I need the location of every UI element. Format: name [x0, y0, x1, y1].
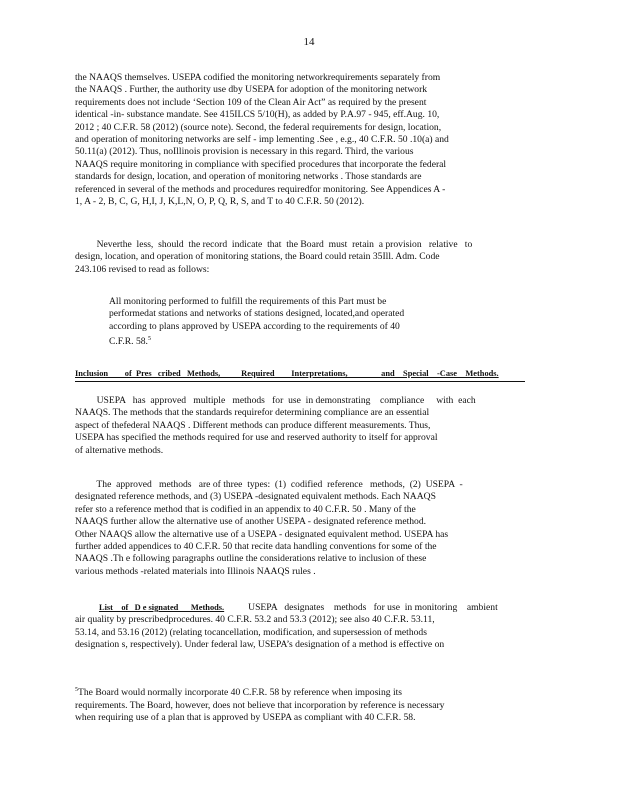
- quote-text: C.F.R. 58.: [109, 336, 148, 348]
- text-line: the NAAQS themselves. USEPA codified the monitoring networkrequirements separately from: [75, 72, 441, 83]
- text-line: and operation of monitoring networks are self - imp lementing .See , e.g., 40 C.F.R. 50 .10(a) and: [75, 134, 449, 146]
- section-heading: Inclusion of Pres cribed Methods, Required Interpretations, and Special -Case Methods.: [75, 369, 499, 378]
- text-line: design, location, and operation of monitoring stations, the Board could retain 35Ill. Adm. Code: [75, 251, 440, 263]
- text-line: NAAQS require monitoring in compliance with specified procedures that incorporate the federal: [75, 158, 447, 170]
- footnote-line-first: [75, 684, 540, 700]
- text-line: Neverthe less, should the record indicate that the Board must retain a provision relative to: [75, 239, 473, 250]
- quote-line: All monitoring performed to fulfill the requirements of this Part must be: [109, 296, 387, 307]
- footnote-text: The Board would normally incorporate 40 C.F.R. 58 by reference when imposing its: [78, 687, 403, 699]
- text-line: referenced in several of the methods and procedures requiredfor monitoring. See Appendices A -: [75, 183, 446, 195]
- paragraph-approved-methods: [75, 395, 540, 457]
- paragraph-designated-methods: [75, 602, 540, 652]
- text-line: requirements does not include ‘Section 109 of the Clean Air Act” as required by the present: [75, 96, 427, 108]
- text-line: designated reference methods, and (3) USEPA -designated equivalent methods. Each NAAQS: [75, 491, 436, 503]
- footnote-line: when requiring use of a plan that is approved by USEPA as compliant with 40 C.F.R. 58.: [75, 712, 416, 723]
- text-line: 1, A - 2, B, C, G, H,I, J, K,L,N, O, P, Q, R, S, and T to 40 C.F.R. 50 (2012).: [75, 196, 365, 208]
- block-quote: [109, 296, 479, 349]
- text-line-first: [75, 602, 540, 614]
- paragraph-retain-provision: [75, 239, 540, 276]
- text-line: refer sto a reference method that is codified in an appendix to 40 C.F.R. 50 . Many of the: [75, 503, 416, 515]
- text-line: identical -in- substance mandate. See 415ILCS 5/10(H), as added by P.A.97 - 945, eff.Aug. 10,: [75, 109, 440, 121]
- text-line: NAAQS. The methods that the standards requirefor determining compliance are an essential: [75, 407, 430, 419]
- text-line: further added appendices to 40 C.F.R. 50 that recite data handling conventions for some of the: [75, 541, 437, 553]
- text-line: the NAAQS . Further, the authority use dby USEPA for adoption of the monitoring network: [75, 84, 428, 96]
- text-line: designation s, respectively). Under federal law, USEPA’s designation of a method is effective on: [75, 639, 445, 651]
- text-line: NAAQS .Th e following paragraphs outline the considerations relative to inclusion of these: [75, 553, 427, 565]
- paragraph-method-types: [75, 479, 540, 578]
- text-line: aspect of thefederal NAAQS . Different methods can produce different measurements. Thus,: [75, 419, 431, 431]
- text-line: 243.106 revised to read as follows:: [75, 263, 210, 275]
- text-line: USEPA has specified the methods required for use and reserved authority to itself for approval: [75, 432, 438, 444]
- text-line: Other NAAQS allow the alternative use of a USEPA - designated equivalent method. USEPA has: [75, 528, 449, 540]
- text-line: The approved methods are of three types: (1) codified reference methods, (2) USEPA -: [75, 479, 463, 490]
- paragraph-subheading: List of D e signated Methods.: [98, 603, 225, 612]
- footnote-reference: 5: [147, 336, 151, 343]
- quote-line: performedat stations and networks of stations designed, located,and operated: [109, 308, 405, 320]
- text-line: 53.14, and 53.16 (2012) (relating tocancellation, modification, and supersession of methods: [75, 626, 427, 638]
- heading-rule: [75, 381, 525, 382]
- quote-line: according to plans approved by USEPA according to the requirements of 40: [109, 320, 400, 332]
- paragraph-naaqs-monitoring: [75, 72, 540, 208]
- text-line: of alternative methods.: [75, 444, 164, 456]
- text-line: USEPA designates methods for use in monitoring ambient: [224, 602, 498, 613]
- text-line: 2012 ; 40 C.F.R. 58 (2012) (source note). Second, the federal requirements for design, location,: [75, 121, 442, 133]
- text-line: various methods -related materials into Illinois NAAQS rules .: [75, 565, 316, 577]
- quote-line-last: [109, 333, 479, 349]
- text-line: 50.11(a) (2012). Thus, noIllinois provision is necessary in this regard. Third, the various: [75, 146, 414, 158]
- page-number: 14: [303, 36, 315, 48]
- footnote-line: requirements. The Board, however, does not believe that incorporation by reference is necessary: [75, 699, 445, 711]
- text-line: standards for design, location, and operation of monitoring networks . Those standards are: [75, 171, 422, 183]
- footnote-marker: 5: [75, 687, 78, 693]
- text-line: air quality by prescribedprocedures. 40 C.F.R. 53.2 and 53.3 (2012); see also 40 C.F.R. 53.11,: [75, 614, 435, 626]
- footnote: [75, 684, 540, 724]
- text-line: NAAQS further allow the alternative use of another USEPA - designated reference method.: [75, 516, 427, 528]
- text-line: USEPA has approved multiple methods for use in demonstrating compliance with each: [75, 395, 476, 406]
